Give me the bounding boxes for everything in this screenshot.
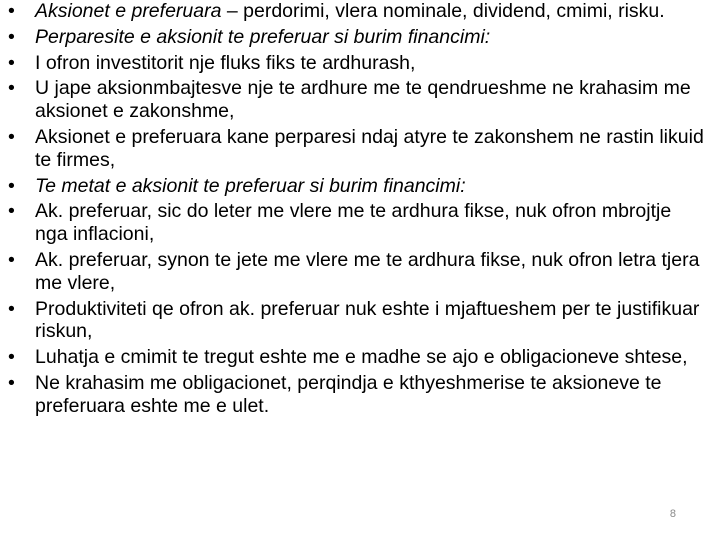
bullet-item bbox=[8, 249, 708, 295]
bullet-item bbox=[8, 126, 708, 172]
bullet-item bbox=[8, 298, 708, 344]
bullet-dot-icon: • bbox=[8, 371, 15, 394]
bullet-item bbox=[8, 200, 708, 246]
bullet-item bbox=[8, 52, 708, 75]
bullet-dot-icon: • bbox=[8, 200, 15, 223]
bullet-item bbox=[8, 175, 708, 198]
bullet-text: Produktiviteti qe ofron ak. preferuar nuk eshte i mjaftueshem per te justifikuar riskun, bbox=[35, 297, 700, 343]
bullet-dot-icon: • bbox=[8, 77, 15, 100]
bullet-text: U jape aksionmbajtesve nje te ardhure me te qendrueshme ne krahasim me aksionet e zakonshme, bbox=[35, 77, 691, 123]
bullet-dot-icon: • bbox=[8, 248, 15, 271]
bullet-dot-icon: • bbox=[8, 125, 15, 148]
bullet-item bbox=[8, 77, 708, 123]
bullet-text: Ak. preferuar, synon te jete me vlere me te ardhura fikse, nuk ofron letra tjera me vlere, bbox=[35, 248, 700, 294]
bullet-dot-icon: • bbox=[8, 174, 15, 197]
bullet-list bbox=[8, 0, 708, 421]
bullet-text: Aksionet e preferuara kane perparesi ndaj atyre te zakonshem ne rastin likuid te firmes, bbox=[35, 125, 704, 171]
bullet-dot-icon: • bbox=[8, 25, 15, 48]
bullet-dot-icon: • bbox=[8, 297, 15, 320]
bullet-dot-icon: • bbox=[8, 346, 15, 369]
bullet-text: – perdorimi, vlera nominale, dividend, cmimi, risku. bbox=[221, 0, 665, 22]
bullet-item bbox=[8, 0, 708, 23]
bullet-text: I ofron investitorit nje fluks fiks te ardhurash, bbox=[35, 51, 416, 74]
bullet-text: Ak. preferuar, sic do leter me vlere me te ardhura fikse, nuk ofron mbrojtje nga inflacioni, bbox=[35, 200, 672, 246]
bullet-dot-icon: • bbox=[8, 0, 15, 22]
bullet-item bbox=[8, 372, 708, 418]
bullet-emphasis: Te metat e aksionit te preferuar si burim financimi: bbox=[35, 174, 466, 197]
bullet-item bbox=[8, 346, 708, 369]
bullet-emphasis: Perparesite e aksionit te preferuar si burim financimi: bbox=[35, 25, 491, 48]
bullet-dot-icon: • bbox=[8, 51, 15, 74]
slide-number: 8 bbox=[669, 508, 676, 520]
bullet-emphasis: Aksionet e preferuara bbox=[35, 0, 222, 22]
bullet-text: Luhatja e cmimit te tregut eshte me e madhe se ajo e obligacioneve shtese, bbox=[35, 346, 688, 369]
bullet-item bbox=[8, 26, 708, 49]
bullet-text: Ne krahasim me obligacionet, perqindja e kthyeshmerise te aksioneve te preferuara eshte me e ulet. bbox=[35, 371, 662, 417]
